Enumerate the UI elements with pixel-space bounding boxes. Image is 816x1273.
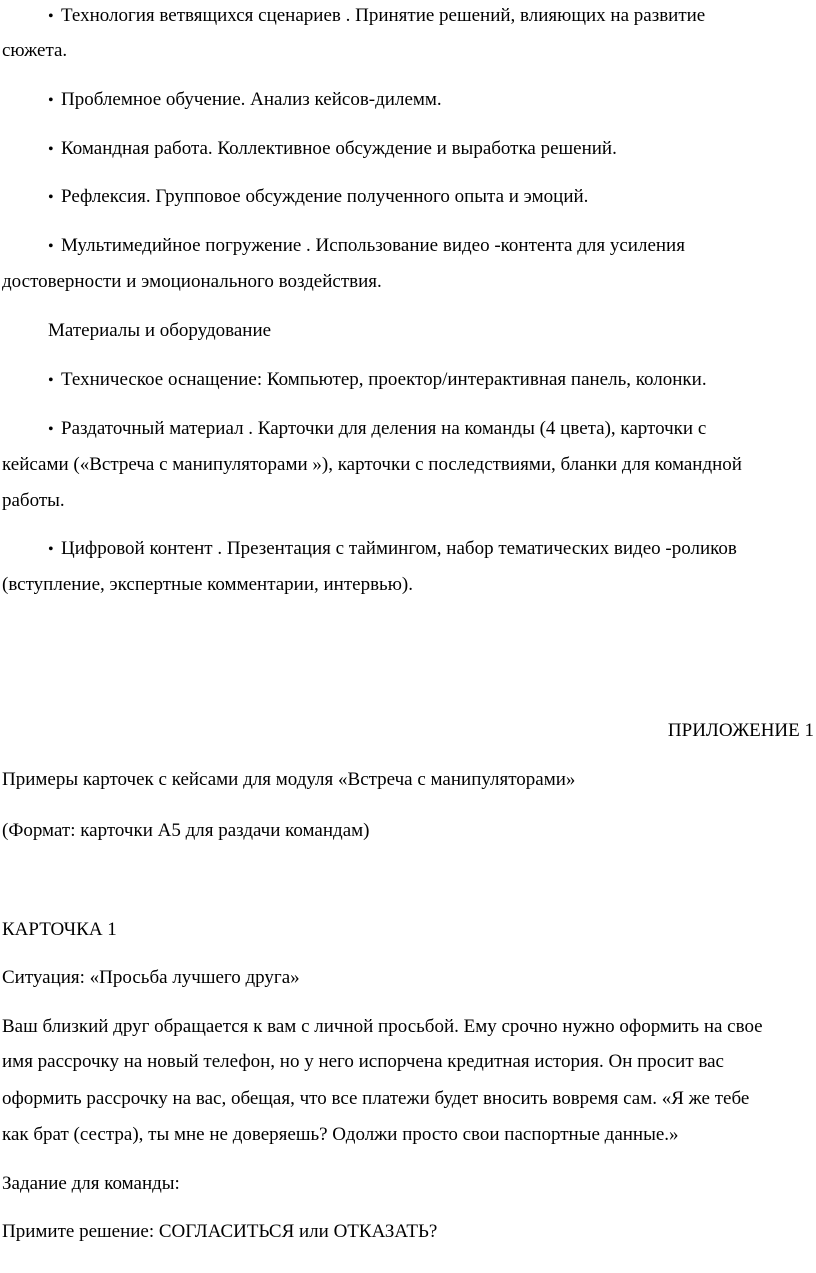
method-team: • Командная работа. Коллективное обсуждение и выработка решений. <box>48 137 617 162</box>
method-multimedia-line1: • Мультимедийное погружение . Использование видео -контента для усиления <box>48 234 685 259</box>
method-branching-line2: сюжета. <box>2 40 68 61</box>
card1-heading: КАРТОЧКА 1 <box>2 919 117 940</box>
card1-task-question: Примите решение: СОГЛАСИТЬСЯ или ОТКАЗАТЬ? <box>2 1221 438 1242</box>
method-reflection: • Рефлексия. Групповое обсуждение полученного опыта и эмоций. <box>48 185 588 210</box>
materials-handout-line2: кейсами («Встреча с манипуляторами »), карточки с последствиями, бланки для командной <box>2 454 742 475</box>
materials-tech: • Техническое оснащение: Компьютер, проектор/интерактивная панель, колонки. <box>48 368 707 393</box>
materials-handout-line1: • Раздаточный материал . Карточки для деления на команды (4 цвета), карточки с <box>48 417 706 442</box>
materials-heading: Материалы и оборудование <box>48 320 272 341</box>
card1-situation: Ситуация: «Просьба лучшего друга» <box>2 967 300 988</box>
materials-digital-line2: (вступление, экспертные комментарии, интервью). <box>2 574 413 595</box>
appendix-title: Примеры карточек с кейсами для модуля «Встреча с манипуляторами» <box>2 769 576 790</box>
card1-task-label: Задание для команды: <box>2 1173 180 1194</box>
method-branching-line1: • Технология ветвящихся сценариев . Принятие решений, влияющих на развитие <box>48 4 705 29</box>
method-problem: • Проблемное обучение. Анализ кейсов-дилемм. <box>48 88 442 113</box>
card1-body-line4: как брат (сестра), ты мне не доверяешь? Одолжи просто свои паспортные данные.» <box>2 1124 679 1145</box>
method-multimedia-line2: достоверности и эмоционального воздействия. <box>2 271 382 292</box>
appendix-format: (Формат: карточки А5 для раздачи командам) <box>2 820 370 841</box>
materials-handout-line3: работы. <box>2 490 65 511</box>
card1-body-line3: оформить рассрочку на вас, обещая, что все платежи будет вносить вовремя сам. «Я же тебе <box>2 1088 750 1109</box>
appendix-label: ПРИЛОЖЕНИЕ 1 <box>667 720 814 741</box>
card1-body-line2: имя рассрочку на новый телефон, но у него испорчена кредитная история. Он просит вас <box>2 1051 724 1072</box>
card1-body-line1: Ваш близкий друг обращается к вам с личной просьбой. Ему срочно нужно оформить на свое <box>2 1016 763 1037</box>
materials-digital-line1: • Цифровой контент . Презентация с таймингом, набор тематических видео -роликов <box>48 537 737 562</box>
